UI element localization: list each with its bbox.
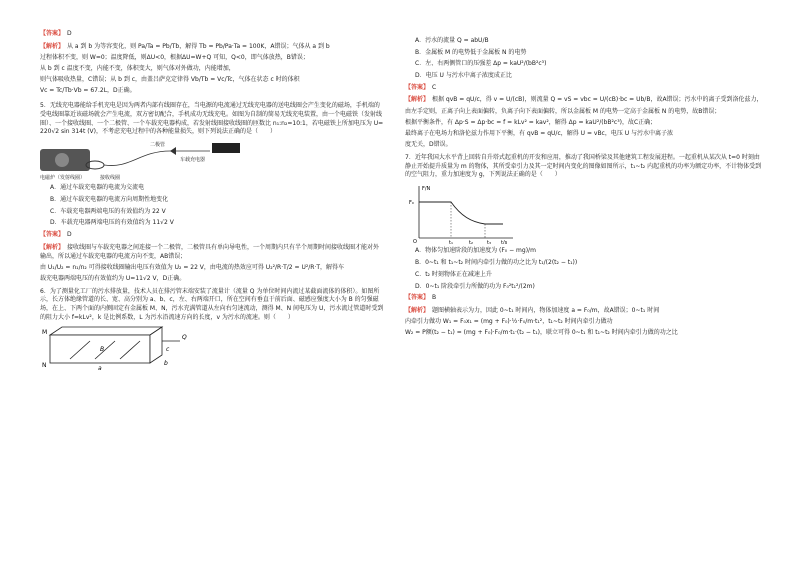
label-b-field: B [100, 345, 105, 353]
question-6-option-b: B．金属板 M 的电势低于金属板 N 的电势 [415, 48, 527, 56]
explanation-text: 根据 qvB = qU/c，得 v = U/(cB)，则流量 Q = vS = vbc = U/(cB)·bc = Ub/B，故A错误；污水中的离子受到洛伦兹力， [432, 96, 763, 104]
x-tick-t3: t₃ [487, 240, 491, 245]
label-q: Q [182, 333, 187, 341]
explanation-text: 题图横轴表示为力，因此 0~t₁ 时间内，物体加速度 a = F₀/m，故A错误；0~t₁ 时间 [432, 306, 660, 314]
origin-label: O [413, 239, 417, 245]
explanation-3-line3: 根据平衡条件，有 Δp·S = Δp·bc = f = kLv² = kav²，解得 Δp = kaU²/(bB²c³)，故C正确； [405, 118, 657, 126]
x-axis-label: t/s [501, 240, 508, 245]
explanation-4 [405, 307, 765, 316]
y-tick-f0: F₀ [409, 200, 414, 207]
explanation-2 [40, 244, 385, 261]
explanation-1-line3: 从 b 到 c 温度不变，内能不变，体积变大，则气体对外做功，内能增加， [40, 65, 235, 73]
question-5-figure [40, 139, 385, 181]
coil-shape [55, 153, 69, 167]
wireless-charger-diagram [40, 139, 385, 181]
answer-value: D [67, 30, 72, 37]
force-time-graph [405, 182, 525, 244]
answer-tag: 【答案】 [405, 83, 430, 91]
question-6-option-c: C．左、右两侧管口的压强差 Δp = kaU²/(bB²c³) [415, 60, 547, 68]
answer-value: D [67, 231, 72, 239]
question-6-option-a: A．污水的流量 Q = abU/B [415, 37, 489, 44]
answer-2 [40, 231, 385, 240]
question-7-graph [405, 182, 765, 244]
question-7-option-b: B．0~t₁ 和 t₁~t₂ 时间内牵引力做的功之比为 t₁/(2(t₂ − t₁)) [415, 259, 578, 267]
explanation-3-line4: 最终离子在电场力和洛伦兹力作用下平衡，有 qvB = qU/c，解得 U = vBc，电压 U 与污水中离子浓 [405, 130, 674, 137]
explanation-1 [40, 43, 385, 52]
emitter-label: 电磁炉（发射线圈） [40, 175, 86, 182]
explanation-tag: 【解析】 [40, 243, 65, 251]
question-6-stem: 6．为了测量化工厂的污水排放量，技术人员在排污管末端安装了流量计（流量 Q 为单位时间内流过某截面流体的体积）。如图所示，长方体绝缘管道的长、宽、高分别为 a、b、c，左、右两端开口，所在空间有垂直于前后面、磁感应强度大小为 B 的匀强磁场，在上、下两个面的内侧固定有金属板 M、N，污水充满管道从左向右匀速流动，测得 M、N 间电压为 U，污水流过管道时受到的阻力大小 f=kLv²，k 是比例系数，L 为污水沿流速方向的长度，v 为污水的流速。则（ ） [40, 287, 384, 321]
answer-tag: 【答案】 [40, 30, 65, 37]
x-tick-t2: t₂ [469, 240, 473, 245]
answer-value: C [432, 83, 437, 91]
answer-1 [40, 30, 385, 39]
question-7-option-d: D．0~t₁ 阶段牵引力所做的功为 F₀²t₁²/(2m) [415, 282, 535, 290]
label-b: b [164, 359, 168, 367]
answer-3 [405, 84, 765, 93]
explanation-1-line4: 则气体吸收热量，C错误；从 b 到 c，由盖吕萨克定律得 Vb/Tb = Vc/Tc，气体在状态 c 时的体积 [40, 76, 300, 84]
explanation-3-line2: 由左手定则，正离子向上表面偏转，负离子向下表面偏转，所以金属板 M 的电势一定高于金属板 N 的电势，故B错误； [405, 107, 721, 115]
answer-value: B [432, 294, 437, 302]
explanation-tag: 【解析】 [405, 306, 430, 314]
question-5-option-d: D．车载充电器两端电压的有效值约为 11√2 V [50, 219, 174, 227]
label-n: N [42, 361, 47, 369]
receiver-label: 接收线圈 [100, 175, 121, 182]
explanation-2-line2: 由 U₁/U₂ = n₁/n₂ 可得接收线圈输出电压有效值为 U₂ = 22 V，由电流的热效应可得 U₂²/R·T/2 = U²/R·T，解得车 [40, 263, 345, 271]
question-5-stem: 5．无线充电器能给手机充电是因为两者内部有线圈存在，当电源的电流通过无线充电器的送电线圈会产生变化的磁场，手机端的受电线圈靠近该磁场就会产生电流，双方密切配合，手机成功无线充电。如图为自制的简易无线充电装置，由一个电磁铁（发射线圈）、一个接收线圈、一个二极管、一个车载充电器构成，若发射线圈接收线圈的匝数比 n₁:n₂=10:1，若电磁铁上所加电压为 U=220√2 sin 314t (V)，不考虑充电过程中的各种能量损失，则下列说法正确的是（ ） [40, 102, 384, 136]
explanation-3-line5: 度无关，D错误。 [405, 141, 452, 149]
question-7-option-a: A．物体匀加速阶段的加速度为 (F₀ − mg)/m [415, 247, 536, 255]
charger-label: 车载充电器 [180, 157, 206, 164]
label-m: M [42, 328, 48, 336]
force-curve [419, 202, 503, 224]
question-6-option-d: D．电压 U 与污水中离子浓度成正比 [415, 72, 512, 80]
explanation-4-line2: 内牵引力做功 W₁ = F₀x₁ = (mg + F₀)·½·F₀/m·t₁²，t₁~t₂ 时间内牵引力做功 [405, 318, 613, 326]
question-5-option-b: B．通过车载充电器的电流方向周期性地变化 [50, 196, 169, 204]
answer-tag: 【答案】 [405, 294, 430, 302]
pipe-top-face [50, 327, 162, 335]
diode-label: 二极管 [150, 142, 166, 149]
explanation-tag: 【解析】 [40, 42, 65, 50]
left-column [40, 30, 385, 371]
answer-tag: 【答案】 [40, 231, 65, 239]
x-tick-t1: t₁ [449, 240, 453, 245]
question-5-option-c: C．车载充电器两端电压的有效值约为 22 V [50, 207, 166, 215]
right-column [405, 34, 765, 340]
explanation-1-line2: 过程体积不变，则 W=0；温度降低，则ΔU<0，根据ΔU=W+Q 可知，Q<0，即气体放热，B错误； [40, 53, 309, 61]
explanation-tag: 【解析】 [405, 96, 430, 104]
label-a: a [98, 364, 102, 371]
question-7-stem: 7．近年我国大水平背上回转自升塔式起重机的开发和应用，推动了我国桥梁及其他建筑工程发展进程。一起重机从某次从 t=0 时刻由静止开始提升质量为 m 的物体，其所受牵引力及其一定时间内变化的图像如图所示，t₁~t₂ 内起重机的功率为额定功率，不计物体受到的空气阻力，重力加速度为 g，下列说法正确的是（ ） [405, 153, 762, 179]
diode-shape [170, 147, 176, 155]
car-charger-shape [212, 143, 240, 153]
answer-4 [405, 294, 765, 303]
question-7-option-c: C．t₂ 时刻物体正在减速上升 [415, 270, 492, 278]
explanation-1-line5: Vc = Tc/Tb·Vb = 67.2L，D正确。 [40, 87, 136, 95]
y-axis-label: F/N [422, 186, 431, 193]
explanation-4-line3: W₂ = P额(t₂ − t₁) = (mg + F₀)·F₀/m·t₁·(t₂ − t₁)，联立可得 0~t₁ 和 t₁~t₂ 时间内牵引力做的功之比 [405, 329, 678, 337]
explanation-2-line3: 载充电器两端电压的有效值约为 U=11√2 V，D正确。 [40, 274, 186, 282]
explanation-text: 从 a 到 b 为等容变化，则 Pa/Ta = Pb/Tb，解得 Tb = Pb/Pa·Ta = 100K，A错误；气体从 a 到 b [67, 42, 330, 50]
flowmeter-diagram [40, 325, 240, 371]
label-c: c [166, 345, 170, 353]
question-5-option-a: A．通过车载充电器的电流为交流电 [50, 184, 145, 192]
explanation-3 [405, 96, 765, 105]
explanation-text: 接收线圈与车载充电器之间连接一个二极管，二极管具有单向导电性，一个周期内只有半个周期时间接收线圈才能对外输出，所以通过车载充电器的电流方向不变，AB错误； [40, 243, 380, 260]
question-6-figure [40, 325, 385, 371]
